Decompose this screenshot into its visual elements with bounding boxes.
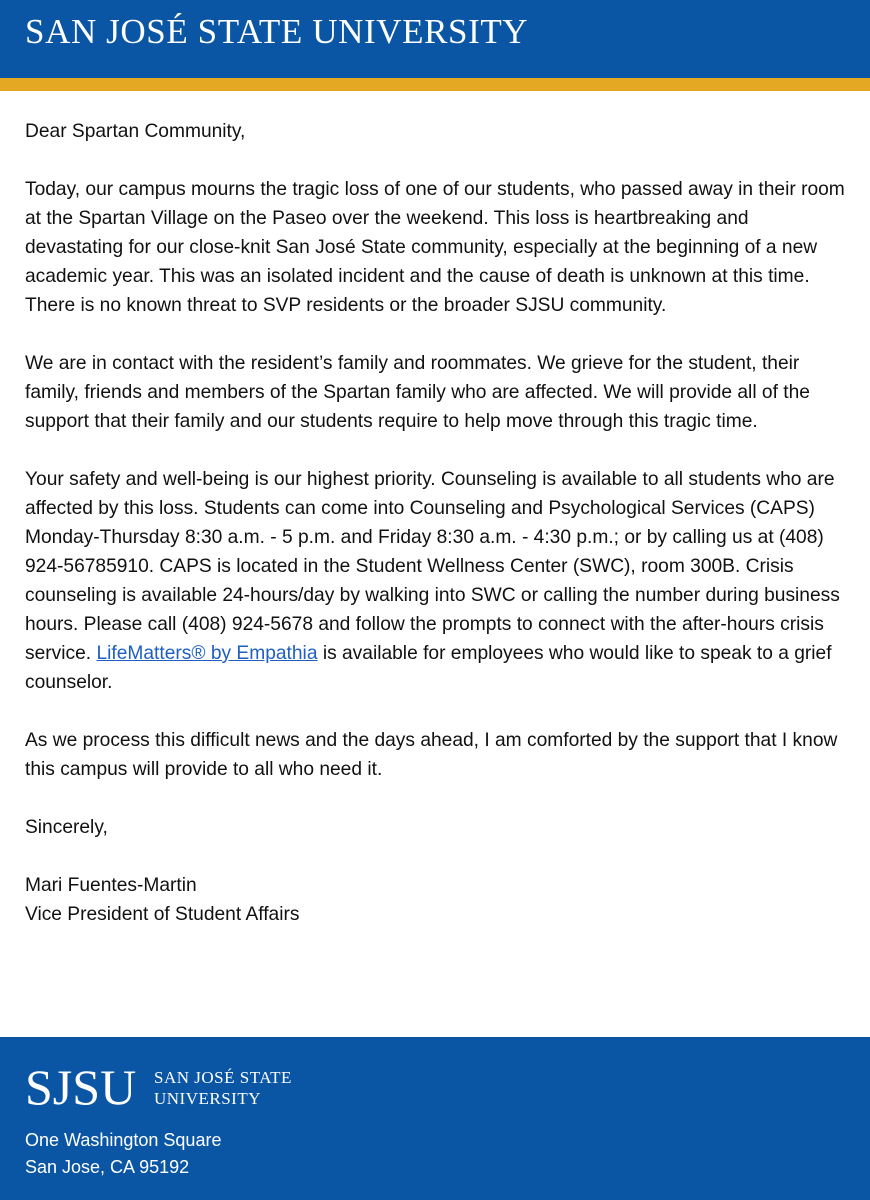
- counseling-text: Your safety and well-being is our highest priority. Counseling is available to all students who are affected by this loss. Students can come into Counseling and Psychological Services (CAPS) Monday-Thursday 8:30 a.m. - 5 p.m. and Friday 8:30 a.m. - 4:30 p.m.; or by calling us at (408) 924-56785910. CAPS is located in the Student Wellness Center (SWC), room 300B. Crisis counseling is available 24-hours/day by walking into SWC or calling the number during business hours. Please call (408) 924-5678 and follow the prompts to connect with the after-hours crisis service.: [25, 469, 840, 664]
- paragraph-announcement: Today, our campus mourns the tragic loss of one of our students, who passed away in their room at the Spartan Village on the Paseo over the weekend. This loss is heartbreaking and devastating for our close-knit San José State community, especially at the beginning of a new academic year. This was an isolated incident and the cause of death is unknown at this time. There is no known threat to SVP residents or the broader SJSU community.: [25, 179, 845, 316]
- logo-line-1: SAN JOSÉ STATE: [154, 1068, 292, 1087]
- address: [25, 1127, 221, 1181]
- logo-line-2: UNIVERSITY: [154, 1089, 261, 1108]
- paragraph-closing-thoughts: As we process this difficult news and the days ahead, I am comforted by the support that I know this campus will provide to all who need it.: [25, 730, 838, 780]
- counseling-text-end: is available for employees who would like to speak to a grief counselor.: [25, 643, 832, 693]
- gold-divider: [0, 78, 870, 91]
- address-line-2: San Jose, CA 95192: [25, 1157, 190, 1177]
- sjsu-logo: SJSU: [25, 1059, 137, 1115]
- greeting: Dear Spartan Community,: [25, 121, 246, 142]
- lifematters-link[interactable]: LifeMatters® by Empathia: [96, 643, 318, 664]
- closing: Sincerely,: [25, 817, 108, 838]
- signer-title: Vice President of Student Affairs: [25, 904, 300, 925]
- header-banner: [0, 0, 870, 78]
- paragraph-family-support: We are in contact with the resident’s family and roommates. We grieve for the student, their family, friends and members of the Spartan family who are affected. We will provide all of the support that their family and our students require to help move through this tragic time.: [25, 353, 810, 432]
- sjsu-logo-wordmark: [154, 1067, 292, 1109]
- footer: [0, 1037, 870, 1200]
- paragraph-counseling: [25, 465, 850, 697]
- signer-name: Mari Fuentes-Martin: [25, 875, 197, 896]
- letter-body: [25, 117, 850, 929]
- university-title: SAN JOSÉ STATE UNIVERSITY: [25, 12, 529, 51]
- address-line-1: One Washington Square: [25, 1130, 222, 1150]
